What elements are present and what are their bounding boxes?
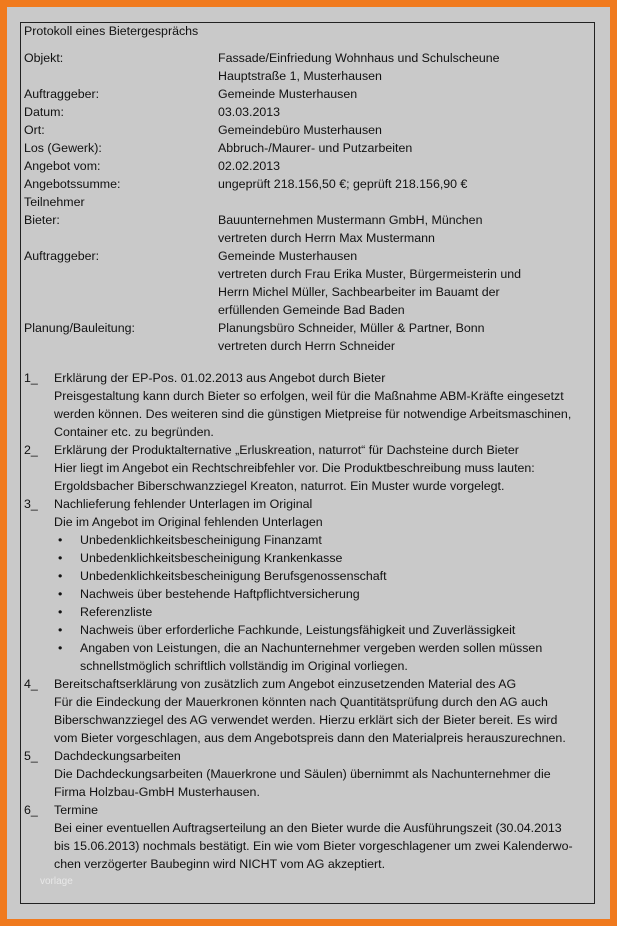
participants-heading: Teilnehmer <box>24 195 85 209</box>
field-label: Auftraggeber: <box>24 87 100 101</box>
item-text-line: Hier liegt im Angebot ein Rechtschreibfehler vor. Die Produktbeschreibung muss lauten: <box>54 461 535 475</box>
bullet-line: Unbedenklichkeitsbescheinigung Berufsgenossenschaft <box>80 569 387 583</box>
bullet-line: Unbedenklichkeitsbescheinigung Finanzamt <box>80 533 322 547</box>
meta-row <box>24 157 584 175</box>
value-line: Planungsbüro Schneider, Müller & Partner, Bonn <box>218 321 485 335</box>
agenda-items <box>24 369 584 873</box>
item-body <box>54 747 584 801</box>
agenda-item <box>24 747 584 801</box>
field-label: Objekt: <box>24 51 64 65</box>
agenda-item <box>24 801 584 873</box>
agenda-item <box>24 441 584 495</box>
item-text-line: Firma Holzbau-GmbH Musterhausen. <box>54 785 260 799</box>
participants-section <box>24 211 584 355</box>
bullet-text <box>80 639 542 675</box>
bullet-line: Nachweis über erforderliche Fachkunde, Leistungsfähigkeit und Zuverlässigkeit <box>80 623 516 637</box>
value-line: Gemeinde Musterhausen <box>218 87 358 101</box>
item-body <box>54 675 584 747</box>
bullet-item <box>54 621 584 639</box>
bullet-line: schnellstmöglich schriftlich vollständig im Original vorliegen. <box>80 659 408 673</box>
agenda-item <box>24 495 584 675</box>
bullet-text <box>80 567 387 585</box>
value-line: Herrn Michel Müller, Sachbearbeiter im Bauamt der <box>218 285 500 299</box>
bullet-item <box>54 567 584 585</box>
field-label: Bieter: <box>24 213 60 227</box>
field-value <box>218 103 584 121</box>
value-line: Fassade/Einfriedung Wohnhaus und Schulscheune <box>218 51 500 65</box>
item-body <box>54 495 584 675</box>
item-body <box>54 441 584 495</box>
meta-row <box>24 175 584 193</box>
bullet-item <box>54 639 584 675</box>
bullet-icon: • <box>58 623 63 637</box>
bullet-icon: • <box>58 587 63 601</box>
bullet-text <box>80 549 342 567</box>
item-heading: Bereitschaftserklärung von zusätzlich zum Angebot einzusetzenden Material des AG <box>54 677 517 691</box>
bullet-line: Nachweis über bestehende Haftpflichtversicherung <box>80 587 360 601</box>
item-text-line: Die im Angebot im Original fehlenden Unterlagen <box>54 515 323 529</box>
field-label: Auftraggeber: <box>24 249 100 263</box>
field-value <box>218 175 584 193</box>
value-line: Abbruch-/Maurer- und Putzarbeiten <box>218 141 413 155</box>
field-label: Angebot vom: <box>24 159 101 173</box>
bullet-line: Referenzliste <box>80 605 153 619</box>
item-text-line: Biberschwanzziegel des AG verwendet werden. Hierzu erklärt sich der Bieter bereit. Es wird <box>54 713 558 727</box>
item-text-line: Preisgestaltung kann durch Bieter so erfolgen, weil für die Maßnahme ABM-Kräfte eingesetzt <box>54 389 564 403</box>
agenda-item <box>24 369 584 441</box>
item-text-line: werden können. Des weiteren sind die günstigen Mietpreise für notwendige Arbeitsmaschinen, <box>54 407 572 421</box>
bullet-item <box>54 531 584 549</box>
field-value <box>218 157 584 175</box>
field-label: Planung/Bauleitung: <box>24 321 135 335</box>
value-line: Gemeindebüro Musterhausen <box>218 123 382 137</box>
value-line: vertreten durch Herrn Schneider <box>218 339 395 353</box>
bullet-icon: • <box>58 551 63 565</box>
field-value <box>218 247 584 319</box>
participant-row <box>24 247 584 319</box>
meta-row <box>24 139 584 157</box>
value-line: 03.03.2013 <box>218 105 281 119</box>
field-value <box>218 319 584 355</box>
item-text-line: bis 15.06.2013) nochmals bestätigt. Ein wie vom Bieter vorgeschlagener um zwei Kalenderwo- <box>54 839 573 853</box>
value-line: vertreten durch Frau Erika Muster, Bürgermeisterin und <box>218 267 522 281</box>
item-text-line: Für die Eindeckung der Mauerkronen könnten nach Quantitätsprüfung durch den AG auch <box>54 695 548 709</box>
meta-row <box>24 121 584 139</box>
bullet-text <box>80 531 322 549</box>
field-label: Angebotssumme: <box>24 177 121 191</box>
field-value <box>218 49 584 85</box>
item-heading: Erklärung der Produktalternative „Erluskreation, naturrot“ für Dachsteine durch Bieter <box>54 443 519 457</box>
item-text-line: Die Dachdeckungsarbeiten (Mauerkrone und Säulen) übernimmt als Nachunternehmer die <box>54 767 551 781</box>
meta-row <box>24 85 584 103</box>
watermark: vorlage <box>40 876 73 887</box>
participant-row <box>24 211 584 247</box>
meta-section <box>24 49 584 193</box>
field-value <box>218 211 584 247</box>
field-value <box>218 139 584 157</box>
field-label: Los (Gewerk): <box>24 141 102 155</box>
item-number: 6_ <box>24 803 38 817</box>
bullet-line: Angaben von Leistungen, die an Nachunternehmer vergeben werden sollen müssen <box>80 641 543 655</box>
value-line: Bauunternehmen Mustermann GmbH, München <box>218 213 483 227</box>
item-body <box>54 369 584 441</box>
bullet-text <box>80 621 515 639</box>
item-text-line: Ergoldsbacher Biberschwanzziegel Kreaton, naturrot. Ein Muster wurde vorgelegt. <box>54 479 505 493</box>
value-line: ungeprüft 218.156,50 €; geprüft 218.156,90 € <box>218 177 468 191</box>
agenda-item <box>24 675 584 747</box>
value-line: Gemeinde Musterhausen <box>218 249 358 263</box>
item-number: 3_ <box>24 497 38 511</box>
meta-row <box>24 103 584 121</box>
item-number: 2_ <box>24 443 38 457</box>
document-title: Protokoll eines Bietergesprächs <box>24 24 199 38</box>
item-heading: Erklärung der EP-Pos. 01.02.2013 aus Angebot durch Bieter <box>54 371 386 385</box>
participant-row <box>24 319 584 355</box>
bullet-line: Unbedenklichkeitsbescheinigung Krankenkasse <box>80 551 343 565</box>
bullet-item <box>54 585 584 603</box>
item-number: 5_ <box>24 749 38 763</box>
item-text-line: Container etc. zu begründen. <box>54 425 214 439</box>
protocol-document <box>24 22 584 873</box>
item-heading: Nachlieferung fehlender Unterlagen im Original <box>54 497 313 511</box>
item-text-line: chen verzögerter Baubeginn wird NICHT vom AG akzeptiert. <box>54 857 386 871</box>
bullet-icon: • <box>58 569 63 583</box>
item-number: 4_ <box>24 677 38 691</box>
item-text-line: vom Bieter vorgeschlagen, aus dem Angebotspreis dann den Materialpreis herauszurechnen. <box>54 731 566 745</box>
meta-row <box>24 49 584 85</box>
value-line: Hauptstraße 1, Musterhausen <box>218 69 382 83</box>
bullet-item <box>54 549 584 567</box>
bullet-item <box>54 603 584 621</box>
bullet-icon: • <box>58 533 63 547</box>
field-label: Ort: <box>24 123 45 137</box>
field-value <box>218 85 584 103</box>
field-label: Datum: <box>24 105 64 119</box>
item-heading: Dachdeckungsarbeiten <box>54 749 181 763</box>
value-line: erfüllenden Gemeinde Bad Baden <box>218 303 405 317</box>
bullet-icon: • <box>58 641 63 655</box>
item-number: 1_ <box>24 371 38 385</box>
item-text-line: Bei einer eventuellen Auftragserteilung an den Bieter wurde die Ausführungszeit (30.04.2013 <box>54 821 562 835</box>
item-heading: Termine <box>54 803 99 817</box>
value-line: vertreten durch Herrn Max Mustermann <box>218 231 435 245</box>
field-value <box>218 121 584 139</box>
bullet-text <box>80 585 360 603</box>
item-body <box>54 801 584 873</box>
value-line: 02.02.2013 <box>218 159 281 173</box>
bullet-icon: • <box>58 605 63 619</box>
bullet-text <box>80 603 152 621</box>
